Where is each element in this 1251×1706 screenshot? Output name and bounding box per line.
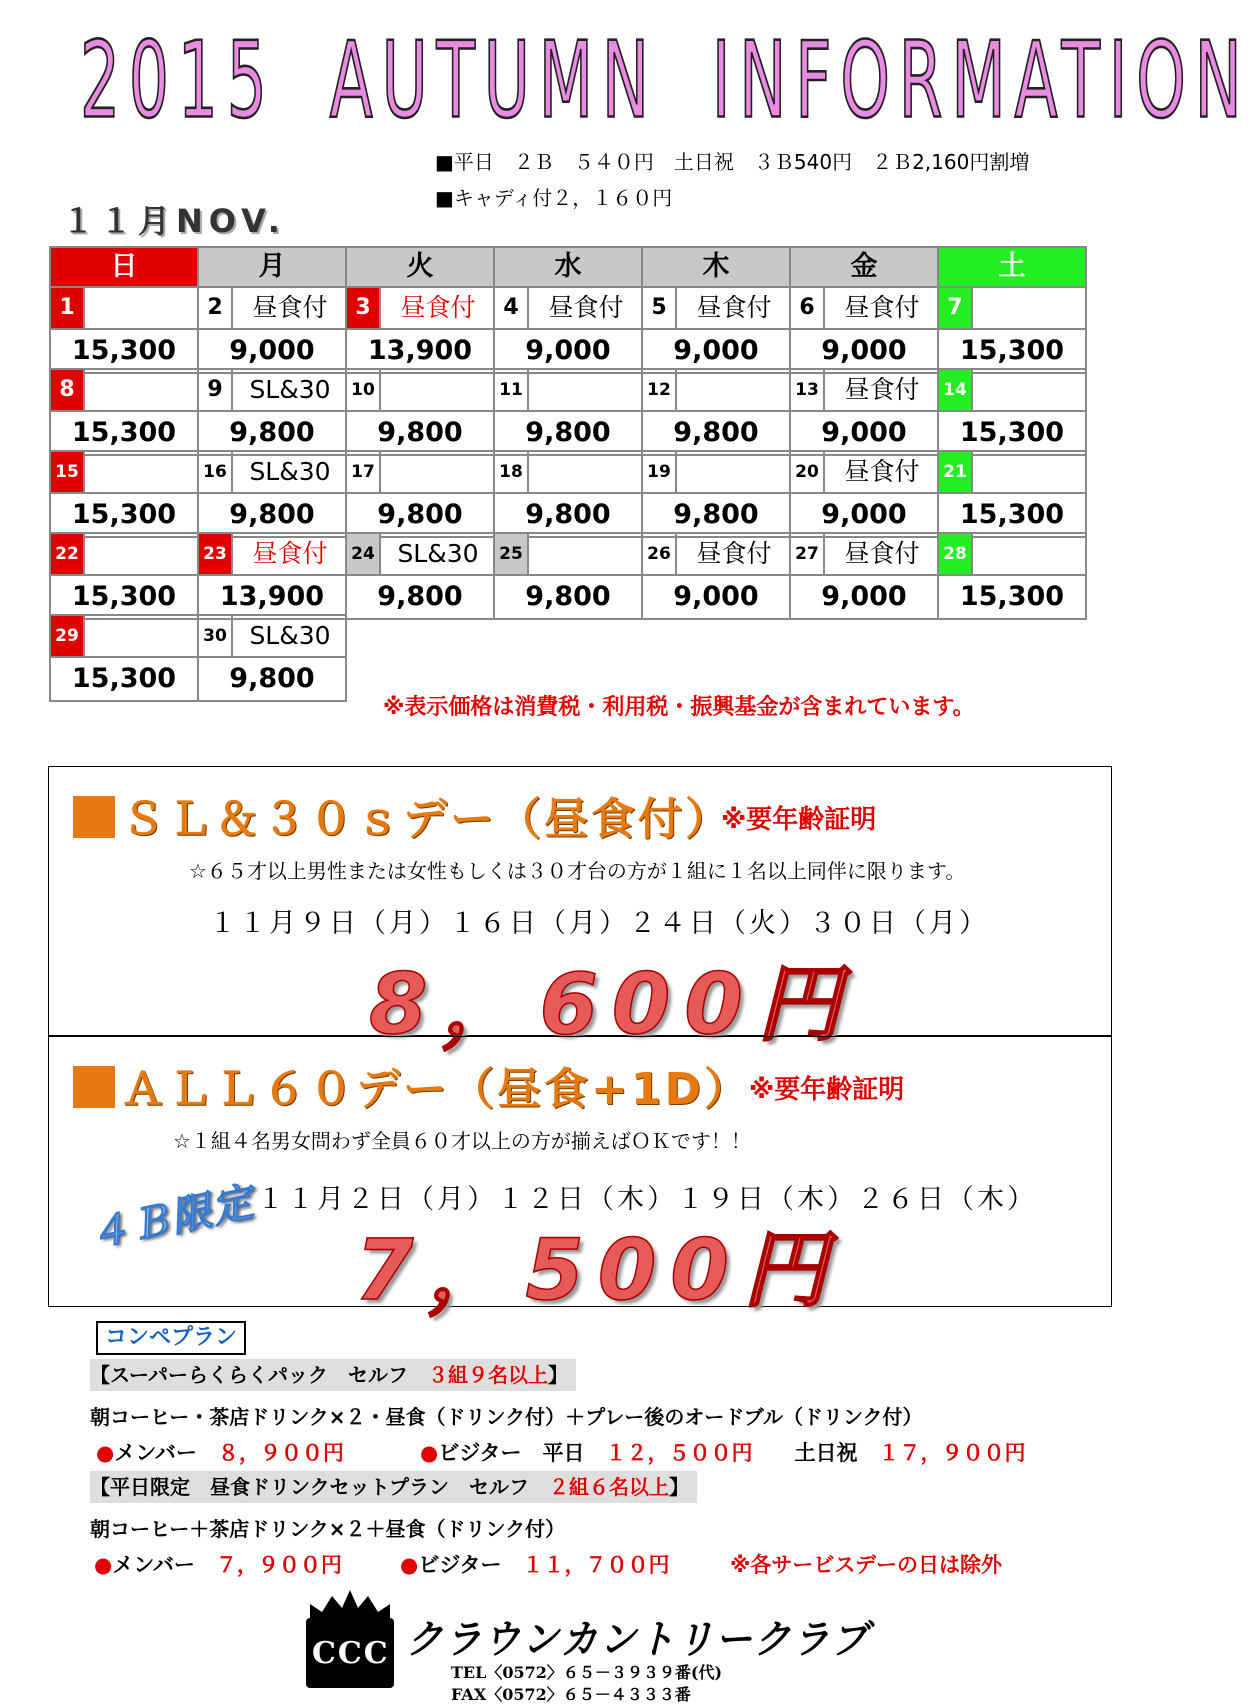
day-header <box>791 534 937 576</box>
calendar <box>49 246 1085 702</box>
day-header <box>347 452 493 494</box>
day-price: 15,300 <box>959 335 1065 366</box>
all60-age-proof: ※要年齢証明 <box>749 1075 905 1105</box>
day-header <box>199 534 345 576</box>
day-plan-tag: SL&30 <box>397 539 479 568</box>
member-label: メンバー <box>114 1441 197 1465</box>
day-number: 11 <box>495 370 529 410</box>
calendar-day <box>345 368 495 456</box>
sl30-day-box <box>48 766 1112 1053</box>
day-header <box>791 452 937 494</box>
calendar-week <box>49 368 1085 456</box>
day-number: 22 <box>51 534 85 574</box>
calendar-day <box>789 532 939 620</box>
day-price: 9,000 <box>525 335 611 366</box>
day-price: 15,300 <box>959 499 1065 530</box>
day-header <box>791 288 937 330</box>
sl30-dates: １１月９日（月）１６日（月）２４日（火）３０日（月） <box>209 908 989 939</box>
day-number: 25 <box>495 534 529 574</box>
sl30-description: ☆６５才以上男性または女性もしくは３０才台の方が１組に１名以上同伴に限ります。 <box>189 859 966 883</box>
day-plan-tag <box>531 370 641 410</box>
day-plan-tag: 昼食付 <box>844 457 920 486</box>
day-header <box>495 452 641 494</box>
calendar-day <box>49 614 199 702</box>
plan2-description: 朝コーヒー＋茶店ドリンク×２＋昼食（ドリンク付） <box>90 1517 566 1541</box>
day-plan-tag <box>87 534 197 574</box>
calendar-day <box>197 450 347 538</box>
day-number: 30 <box>199 616 233 656</box>
calendar-week <box>49 286 1085 374</box>
day-header <box>51 616 197 658</box>
plan1-header <box>90 1359 576 1391</box>
fax-number: FAX〈0572〉６５－４３３３番 <box>451 1685 691 1704</box>
day-number: 8 <box>51 370 85 410</box>
contact-info <box>451 1662 722 1706</box>
calendar-day <box>345 450 495 538</box>
visitor-label: ビジター 平日 <box>438 1441 585 1465</box>
calendar-day <box>493 286 643 374</box>
day-price: 15,300 <box>71 663 177 694</box>
day-number: 29 <box>51 616 85 656</box>
calendar-day <box>197 286 347 374</box>
day-price: 15,300 <box>71 417 177 448</box>
day-header <box>939 534 1085 576</box>
day-header <box>495 534 641 576</box>
orange-square-icon <box>73 796 115 838</box>
visitor-weekday-price: １２，５００円 <box>605 1441 753 1465</box>
calendar-day <box>49 450 199 538</box>
day-number: 2 <box>199 288 233 328</box>
plan2-header <box>90 1471 697 1503</box>
day-plan-tag: SL&30 <box>249 457 331 486</box>
all60-dates: １１月２日（月）１２日（木）１９日（木）２６日（木） <box>257 1184 1037 1215</box>
day-number: 14 <box>939 370 973 410</box>
day-header <box>643 370 789 412</box>
day-header <box>51 370 197 412</box>
weekday-thu: 木 <box>641 246 791 288</box>
day-number: 10 <box>347 370 381 410</box>
calendar-day <box>641 450 791 538</box>
calendar-day <box>345 532 495 620</box>
member-price: ８，９００円 <box>217 1441 344 1465</box>
day-number: 4 <box>495 288 529 328</box>
month-label: １１月NOV. <box>62 202 286 240</box>
calendar-day <box>197 532 347 620</box>
visitor-price: １１，７００円 <box>522 1553 670 1577</box>
day-plan-tag: 昼食付 <box>400 293 476 322</box>
day-price: 15,300 <box>959 581 1065 612</box>
calendar-day <box>641 286 791 374</box>
day-plan-tag <box>975 288 1085 328</box>
day-price: 9,800 <box>229 499 315 530</box>
day-header <box>939 452 1085 494</box>
day-number: 15 <box>51 452 85 492</box>
calendar-day <box>493 450 643 538</box>
plan2-member <box>94 1549 342 1579</box>
calendar-day <box>641 368 791 456</box>
day-header <box>199 452 345 494</box>
calendar-week <box>49 532 1085 620</box>
day-number: 18 <box>495 452 529 492</box>
day-price: 15,300 <box>71 335 177 366</box>
day-price: 15,300 <box>71 581 177 612</box>
calendar-day <box>641 532 791 620</box>
day-header <box>939 370 1085 412</box>
bullet-icon: ● <box>96 1441 115 1465</box>
day-number: 17 <box>347 452 381 492</box>
day-price: 9,800 <box>525 499 611 530</box>
day-header <box>51 452 197 494</box>
day-header <box>643 288 789 330</box>
day-price: 15,300 <box>959 417 1065 448</box>
calendar-day <box>197 368 347 456</box>
day-plan-tag: 昼食付 <box>844 293 920 322</box>
day-plan-tag: 昼食付 <box>696 539 772 568</box>
visitor-label: ビジター <box>418 1553 502 1577</box>
day-number: 1 <box>51 288 85 328</box>
calendar-day <box>197 614 347 702</box>
calendar-day <box>937 368 1087 456</box>
day-header <box>199 370 345 412</box>
plan2-name: 【平日限定 昼食ドリンクセットプラン セルフ <box>90 1475 549 1499</box>
day-plan-tag <box>975 370 1085 410</box>
day-price: 9,000 <box>229 335 315 366</box>
weekend-label: 土日祝 <box>794 1441 858 1465</box>
bullet-icon: ● <box>94 1553 113 1577</box>
day-price: 9,800 <box>525 417 611 448</box>
plan2-exclusion-note: ※各サービスデーの日は除外 <box>730 1553 1002 1577</box>
plan1-name: 【スーパーらくらくパック セルフ <box>90 1363 428 1387</box>
day-price: 13,900 <box>219 581 325 612</box>
calendar-day <box>937 450 1087 538</box>
calendar-day <box>937 532 1087 620</box>
day-number: 9 <box>199 370 233 410</box>
calendar-day <box>789 450 939 538</box>
day-header <box>51 534 197 576</box>
day-plan-tag <box>975 452 1085 492</box>
weekday-sun: 日 <box>49 246 199 288</box>
day-number: 27 <box>791 534 825 574</box>
day-number: 19 <box>643 452 677 492</box>
day-plan-tag <box>87 616 197 656</box>
day-price: 9,000 <box>821 335 907 366</box>
note-extra-fee: ■平日 ２Ｂ ５４０円 土日祝 ３Ｂ540円 ２Ｂ2,160円割増 <box>435 150 1030 174</box>
logo-letters: CCC <box>312 1636 390 1671</box>
sl30-age-proof: ※要年齢証明 <box>721 805 877 835</box>
member-label: メンバー <box>112 1553 195 1577</box>
day-plan-tag <box>679 370 789 410</box>
all60-title-text: ＡＬＬ６０デー（昼食+1D） <box>121 1064 752 1115</box>
day-header <box>791 370 937 412</box>
day-number: 12 <box>643 370 677 410</box>
day-price: 15,300 <box>71 499 177 530</box>
weekday-fri: 金 <box>789 246 939 288</box>
sl30-title <box>73 783 732 847</box>
day-number: 5 <box>643 288 677 328</box>
member-price: ７，９００円 <box>215 1553 342 1577</box>
day-plan-tag <box>383 452 493 492</box>
day-number: 7 <box>939 288 973 328</box>
sl30-price: 8，600円 <box>369 955 855 1053</box>
day-price: 9,800 <box>229 663 315 694</box>
calendar-day <box>345 286 495 374</box>
calendar-day <box>49 286 199 374</box>
day-plan-tag <box>87 452 197 492</box>
four-ball-limited-badge: ４Ｂ限定 <box>84 1178 259 1259</box>
day-number: 3 <box>347 288 381 328</box>
day-plan-tag <box>87 370 197 410</box>
calendar-day <box>493 532 643 620</box>
plan2-visitor <box>400 1549 670 1579</box>
plan1-condition: ３組９名以上 <box>428 1363 548 1387</box>
day-header <box>495 370 641 412</box>
day-price: 9,800 <box>377 499 463 530</box>
day-number: 20 <box>791 452 825 492</box>
calendar-day <box>493 368 643 456</box>
day-header <box>199 616 345 658</box>
day-price: 9,800 <box>229 417 315 448</box>
day-plan-tag: 昼食付 <box>844 539 920 568</box>
day-number: 6 <box>791 288 825 328</box>
day-plan-tag: 昼食付 <box>696 293 772 322</box>
day-plan-tag <box>679 452 789 492</box>
day-header <box>643 452 789 494</box>
calendar-day <box>789 286 939 374</box>
day-plan-tag: 昼食付 <box>548 293 624 322</box>
day-price: 13,900 <box>367 335 473 366</box>
weekday-tue: 火 <box>345 246 495 288</box>
calendar-header <box>49 246 1085 288</box>
day-price: 9,800 <box>673 499 759 530</box>
day-plan-tag: 昼食付 <box>252 539 328 568</box>
calendar-day <box>937 286 1087 374</box>
calendar-day <box>49 532 199 620</box>
day-header <box>495 288 641 330</box>
all60-description: ☆１組４名男女問わず全員６０才以上の方が揃えばＯＫです！！ <box>173 1129 751 1153</box>
day-price: 9,800 <box>525 581 611 612</box>
day-number: 13 <box>791 370 825 410</box>
calendar-day <box>789 368 939 456</box>
day-number: 16 <box>199 452 233 492</box>
all60-price: 7，500円 <box>355 1221 841 1319</box>
bullet-icon: ● <box>400 1553 419 1577</box>
day-number: 24 <box>347 534 381 574</box>
tel-number: TEL〈0572〉６５－３９３９番(代) <box>451 1663 723 1682</box>
compe-plan-title: コンペプラン <box>96 1321 246 1355</box>
day-header <box>347 534 493 576</box>
plan2-condition: ２組６名以上 <box>549 1475 669 1499</box>
day-price: 9,000 <box>821 581 907 612</box>
day-price: 9,000 <box>673 335 759 366</box>
page-title: 2015 AUTUMN INFORMATION <box>80 19 1251 142</box>
orange-square-icon <box>73 1066 115 1108</box>
day-plan-tag <box>975 534 1085 574</box>
all60-title <box>73 1053 751 1117</box>
plan1-bracket: 】 <box>548 1363 568 1387</box>
calendar-week <box>49 450 1085 538</box>
day-plan-tag <box>531 452 641 492</box>
day-header <box>643 534 789 576</box>
price-notes <box>435 144 1029 216</box>
note-caddie: ■キャディ付２，１６０円 <box>435 186 673 210</box>
day-price: 9,800 <box>377 417 463 448</box>
day-header <box>347 288 493 330</box>
day-number: 21 <box>939 452 973 492</box>
day-plan-tag: 昼食付 <box>252 293 328 322</box>
day-number: 28 <box>939 534 973 574</box>
plan1-member <box>96 1437 344 1467</box>
weekday-sat: 土 <box>937 246 1087 288</box>
day-header <box>347 370 493 412</box>
calendar-week <box>49 614 1085 702</box>
day-plan-tag <box>531 534 641 574</box>
day-header <box>51 288 197 330</box>
calendar-day <box>49 368 199 456</box>
tax-note: ※表示価格は消費税・利用税・振興基金が含まれています。 <box>383 695 975 720</box>
weekday-wed: 水 <box>493 246 643 288</box>
sl30-title-text: ＳＬ＆３０ｓデー（昼食付） <box>121 794 732 845</box>
day-plan-tag <box>383 370 493 410</box>
day-price: 9,000 <box>821 417 907 448</box>
plan1-description: 朝コーヒー・茶店ドリンク×２・昼食（ドリンク付）＋プレー後のオードブル（ドリンク付） <box>90 1405 923 1429</box>
club-name: クラウンカントリークラブ <box>406 1617 870 1663</box>
plan2-bracket: 】 <box>669 1475 689 1499</box>
day-price: 9,000 <box>673 581 759 612</box>
weekday-mon: 月 <box>197 246 347 288</box>
day-number: 23 <box>199 534 233 574</box>
day-plan-tag <box>87 288 197 328</box>
visitor-weekend-price: １７，９００円 <box>878 1441 1026 1465</box>
day-price: 9,000 <box>821 499 907 530</box>
plan1-visitor <box>420 1437 1026 1467</box>
all60-day-box <box>48 1036 1112 1319</box>
day-price: 9,800 <box>673 417 759 448</box>
day-price: 9,800 <box>377 581 463 612</box>
day-plan-tag: 昼食付 <box>844 375 920 404</box>
day-plan-tag: SL&30 <box>249 621 331 650</box>
calendar-weeks <box>49 286 1085 702</box>
day-header <box>939 288 1085 330</box>
day-header <box>199 288 345 330</box>
day-plan-tag: SL&30 <box>249 375 331 404</box>
bullet-icon: ● <box>420 1441 439 1465</box>
day-number: 26 <box>643 534 677 574</box>
